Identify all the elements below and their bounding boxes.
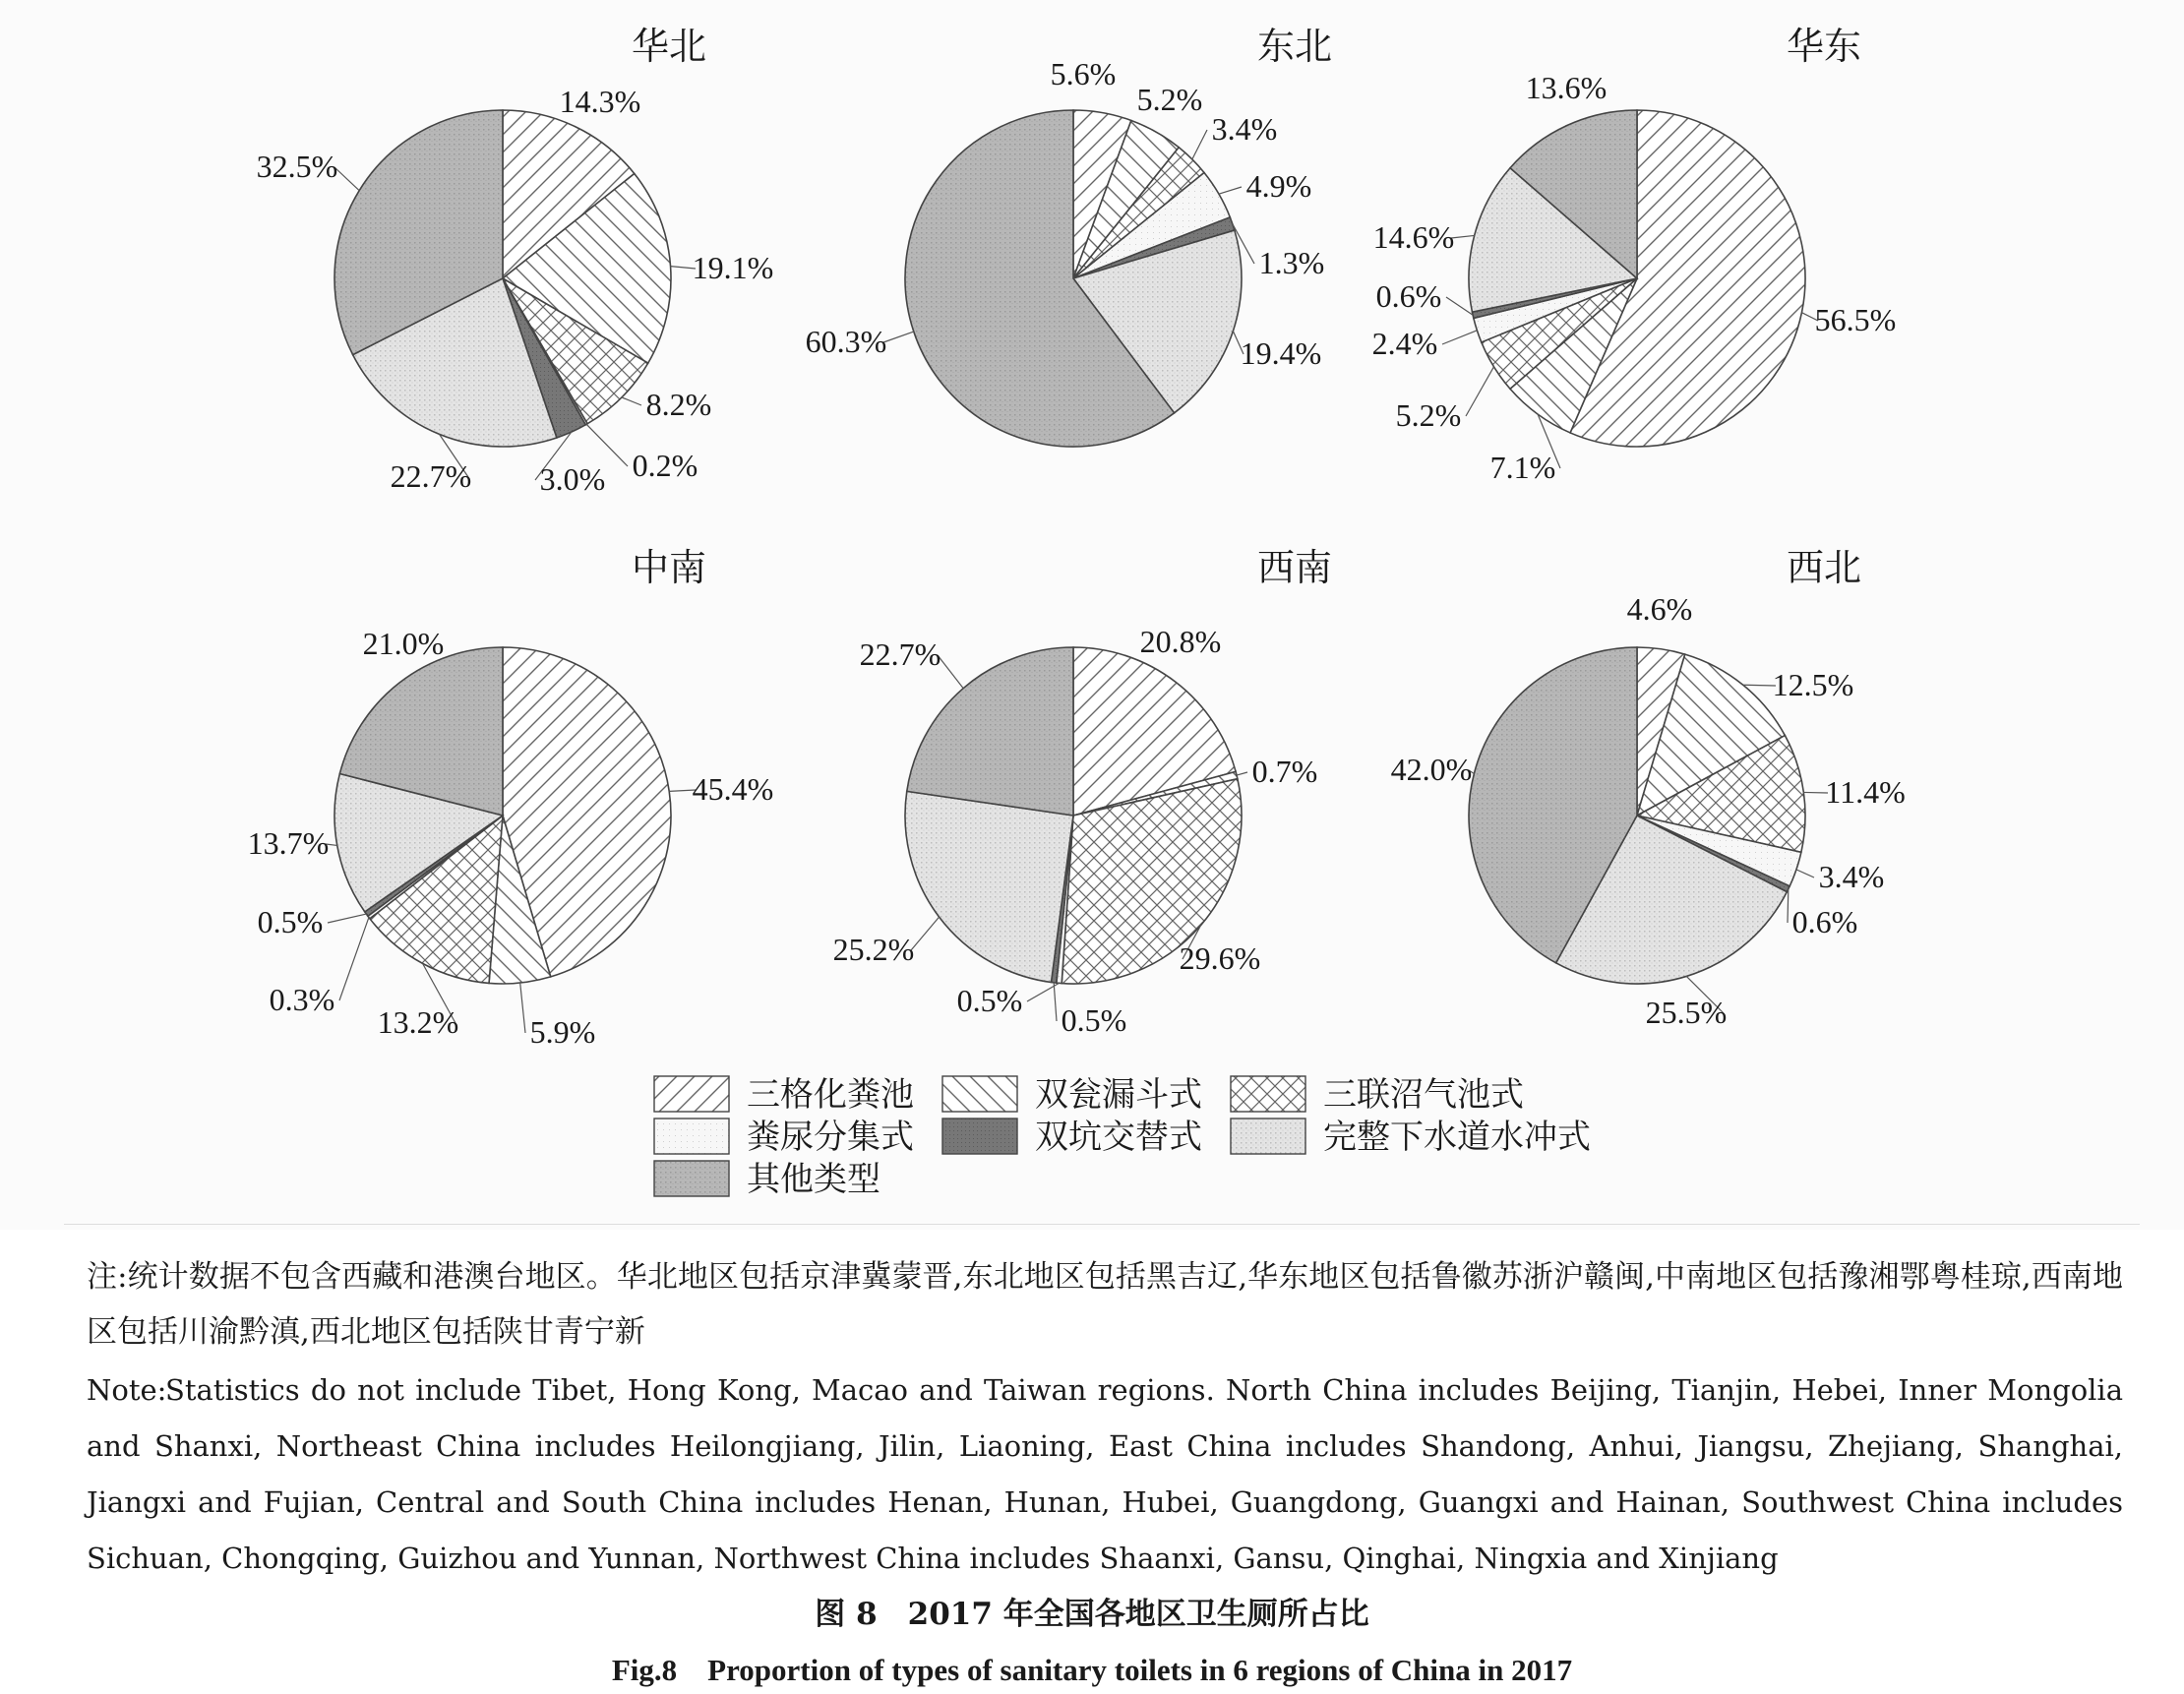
legend-swatch: [942, 1119, 1017, 1154]
data-label: 4.6%: [1626, 591, 1693, 627]
data-label: 0.2%: [632, 448, 698, 483]
data-label: 19.1%: [692, 250, 774, 285]
divider: [64, 1224, 2140, 1225]
note-en-text: Statistics do not include Tibet, Hong Kong, Macao and Taiwan regions. North China includes Beijing, Tianjin, Hebei, Inner Mongolia and Shanxi, Northeast China includes Heilongjiang, Jilin, Liaoning, East China includes Shandong, Anhui, Jiangsu, Zhejiang, Shanghai, Jiangxi and Fujian, Central and South China includes Henan, Hunan, Hubei, Guangdong, Guangxi and Hainan, Southwest China includes Sichuan, Chongqing, Guizhou and Yunnan, Northwest China includes Shaanxi, Gansu, Qinghai, Ningxia and Xinjiang: [87, 1373, 2123, 1575]
data-label: 42.0%: [1390, 752, 1473, 787]
data-label: 11.4%: [1825, 774, 1906, 810]
data-label: 60.3%: [805, 324, 887, 359]
legend-label: 三联沼气池式: [1323, 1075, 1524, 1115]
data-label: 0.6%: [1791, 904, 1858, 939]
leader-line: [1466, 367, 1493, 416]
pie-chart-3: [1372, 25, 1897, 485]
pie-chart-6: [1391, 546, 1906, 1030]
note-chinese: [87, 1249, 2123, 1360]
data-label: 56.5%: [1814, 302, 1897, 337]
legend-item: [654, 1160, 880, 1199]
leader-line: [1446, 297, 1473, 315]
data-label: 25.2%: [832, 932, 915, 967]
leader-line: [1442, 331, 1477, 344]
pie-chart-1: [257, 25, 774, 497]
legend-item: [654, 1118, 914, 1157]
data-label: 32.5%: [256, 149, 338, 184]
data-label: 21.0%: [362, 626, 445, 661]
data-label: 7.1%: [1489, 450, 1556, 485]
data-label: 25.5%: [1645, 995, 1728, 1030]
note-cn-label: 注:: [87, 1259, 128, 1295]
leader-line: [339, 918, 369, 1000]
legend-swatch: [654, 1076, 729, 1112]
data-label: 3.4%: [1211, 111, 1278, 147]
note-cn-text: 统计数据不包含西藏和港澳台地区。华北地区包括京津冀蒙晋,东北地区包括黑吉辽,华东地区包括鲁徽苏浙沪赣闽,中南地区包括豫湘鄂粤桂琼,西南地区包括川渝黔滇,西北地区包括陕甘青宁新: [87, 1259, 2123, 1350]
legend: [654, 1075, 1591, 1199]
pie-chart-2: [806, 25, 1332, 447]
data-label: 0.3%: [269, 982, 335, 1017]
legend-label: 双坑交替式: [1035, 1118, 1202, 1157]
leader-line: [911, 917, 940, 950]
data-label: 3.0%: [539, 461, 606, 497]
leader-line: [1796, 870, 1814, 877]
pie-title: 东北: [1256, 25, 1333, 68]
data-label: 45.4%: [692, 771, 774, 807]
pie-title: 华北: [631, 25, 707, 68]
data-label: 22.7%: [390, 458, 472, 494]
legend-swatch: [942, 1076, 1017, 1112]
figure-caption-cn: 图 8 2017 年全国各地区卫生厕所占比: [815, 1597, 1369, 1632]
pie-title: 西北: [1786, 546, 1862, 589]
legend-item: [654, 1075, 914, 1115]
legend-label: 粪尿分集式: [747, 1118, 914, 1157]
data-label: 22.7%: [859, 636, 941, 672]
legend-label: 完整下水道水冲式: [1323, 1118, 1591, 1157]
data-label: 0.7%: [1251, 754, 1318, 789]
data-label: 19.4%: [1240, 335, 1322, 371]
legend-item: [1231, 1118, 1591, 1157]
data-label: 0.5%: [1061, 1002, 1127, 1038]
leader-line: [1743, 685, 1776, 686]
legend-item: [942, 1075, 1202, 1115]
data-label: 0.5%: [257, 904, 324, 939]
data-label: 12.5%: [1772, 667, 1854, 702]
pie-slice: [905, 791, 1073, 982]
data-label: 5.2%: [1136, 82, 1203, 117]
figure-caption-en: Fig.8 Proportion of types of sanitary toilets in 6 regions of China in 2017: [611, 1653, 1573, 1687]
leader-line: [586, 424, 628, 466]
data-label: 5.2%: [1395, 397, 1462, 433]
leader-line: [1219, 187, 1242, 194]
legend-swatch: [1231, 1119, 1305, 1154]
data-label: 0.5%: [956, 983, 1023, 1018]
data-label: 4.9%: [1245, 168, 1312, 204]
legend-swatch: [654, 1161, 729, 1196]
note-english: [87, 1362, 2123, 1587]
pie-chart-5: [833, 546, 1332, 1038]
pie-title: 西南: [1256, 546, 1333, 589]
data-label: 13.6%: [1525, 70, 1608, 105]
pie-title: 中南: [631, 546, 707, 589]
leader-line: [334, 167, 359, 191]
data-label: 20.8%: [1139, 624, 1222, 659]
legend-item: [1231, 1075, 1524, 1115]
legend-label: 三格化粪池: [747, 1075, 914, 1115]
legend-swatch: [654, 1119, 729, 1154]
data-label: 0.6%: [1375, 278, 1442, 314]
leader-line: [1451, 235, 1475, 238]
legend-label: 双瓮漏斗式: [1035, 1075, 1202, 1115]
pie-chart-4: [248, 546, 774, 1050]
note-en-label: Note:: [87, 1373, 167, 1407]
data-label: 13.2%: [377, 1004, 459, 1040]
pie-title: 华东: [1786, 25, 1862, 68]
legend-swatch: [1231, 1076, 1305, 1112]
data-label: 13.7%: [247, 825, 330, 861]
leader-line: [1192, 130, 1207, 159]
data-label: 1.3%: [1258, 245, 1325, 280]
legend-item: [942, 1118, 1202, 1157]
pie-slice: [907, 647, 1073, 816]
data-label: 3.4%: [1818, 859, 1885, 894]
data-label: 5.9%: [529, 1014, 596, 1050]
leader-line: [1054, 983, 1057, 1021]
data-label: 5.6%: [1050, 56, 1117, 91]
leader-line: [883, 332, 914, 342]
data-label: 14.6%: [1372, 219, 1455, 255]
legend-label: 其他类型: [747, 1160, 880, 1199]
data-label: 29.6%: [1179, 940, 1261, 976]
leader-line: [622, 397, 641, 405]
leader-line: [520, 983, 525, 1033]
data-label: 14.3%: [559, 84, 641, 119]
leader-line: [328, 914, 366, 923]
leader-line: [1788, 889, 1789, 923]
data-label: 8.2%: [645, 387, 712, 422]
data-label: 2.4%: [1371, 326, 1438, 361]
leader-line: [1237, 772, 1247, 775]
leader-line: [938, 655, 963, 689]
